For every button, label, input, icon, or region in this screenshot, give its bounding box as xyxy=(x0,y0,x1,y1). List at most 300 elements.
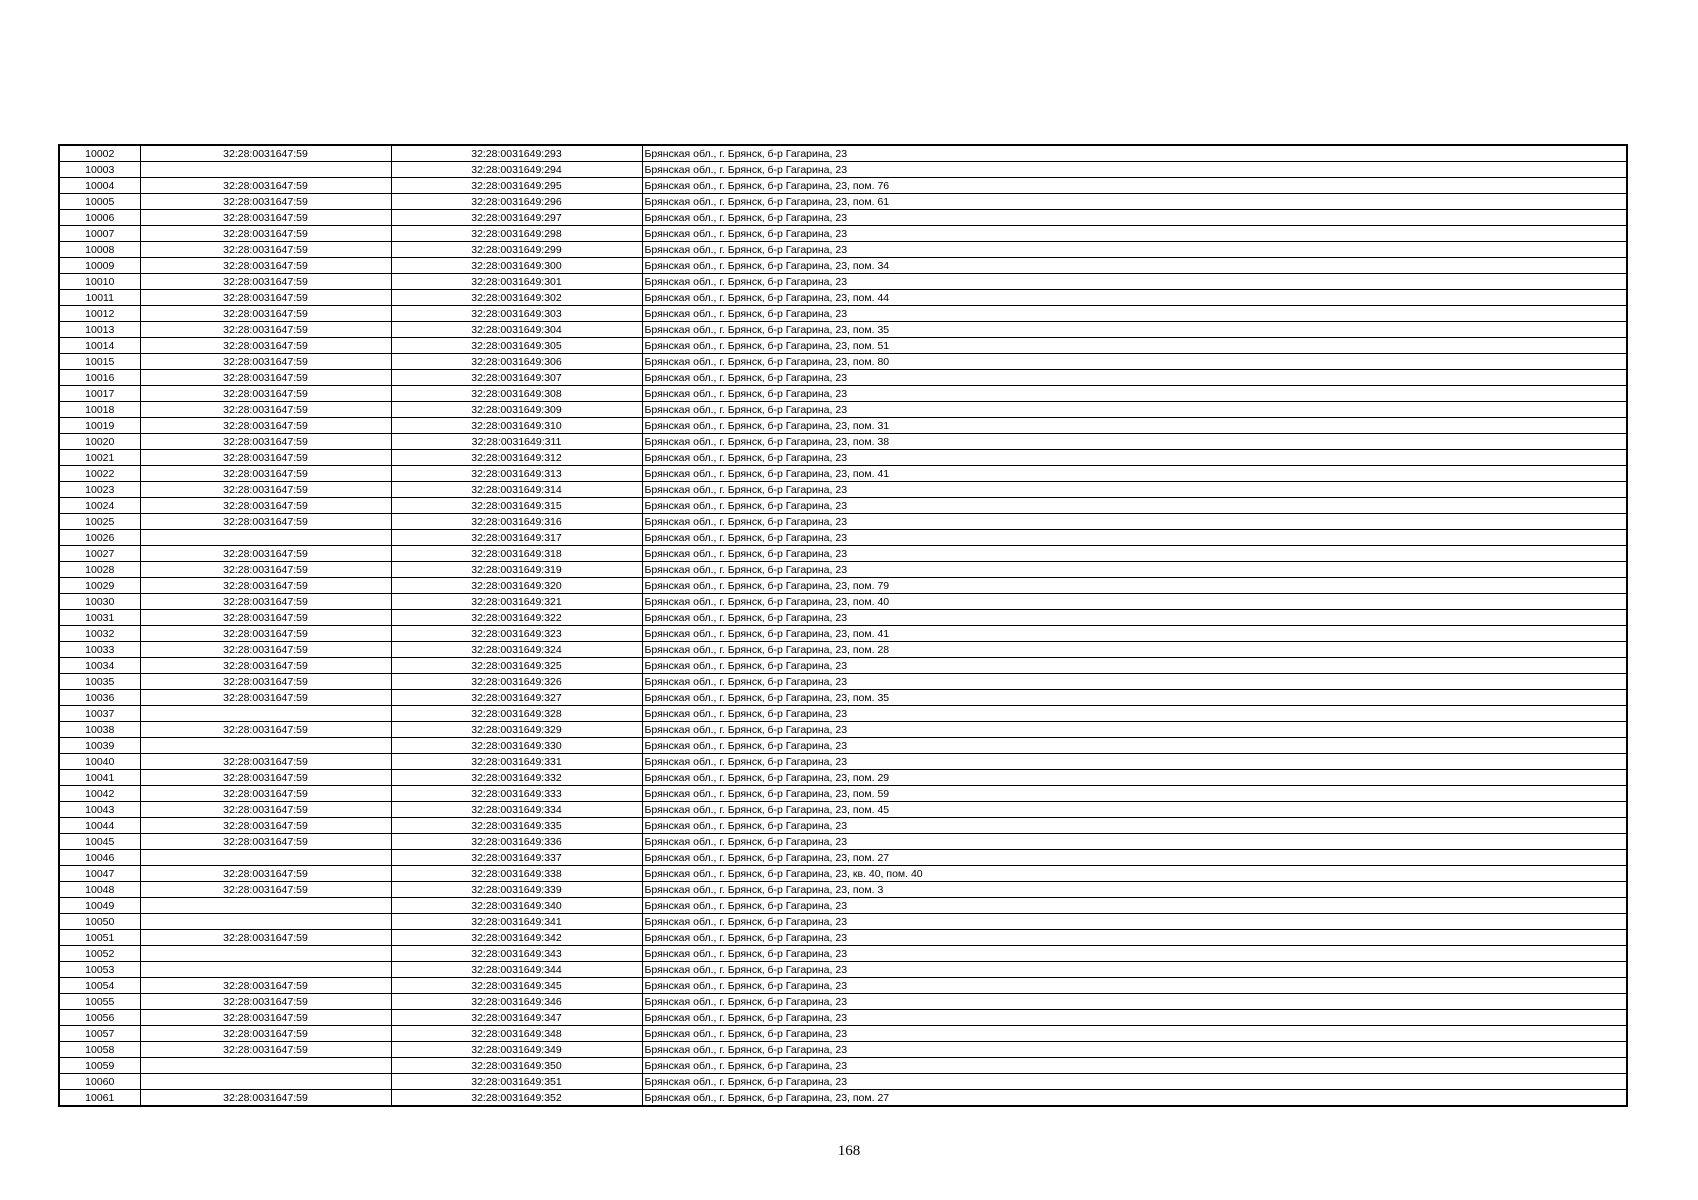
parent-cadastral-number-cell: 32:28:0031647:59 xyxy=(140,978,391,994)
cadastral-number-cell: 32:28:0031649:314 xyxy=(391,482,642,498)
cadastral-number-cell: 32:28:0031649:309 xyxy=(391,402,642,418)
cadastral-number-cell: 32:28:0031649:334 xyxy=(391,802,642,818)
parent-cadastral-number-cell: 32:28:0031647:59 xyxy=(140,370,391,386)
address-cell: Брянская обл., г. Брянск, б-р Гагарина, 23 xyxy=(642,898,1627,914)
parent-cadastral-number-cell xyxy=(140,850,391,866)
cadastral-number-cell: 32:28:0031649:323 xyxy=(391,626,642,642)
parent-cadastral-number-cell: 32:28:0031647:59 xyxy=(140,562,391,578)
cadastral-number-cell: 32:28:0031649:351 xyxy=(391,1074,642,1090)
cadastral-number-cell: 32:28:0031649:302 xyxy=(391,290,642,306)
parent-cadastral-number-cell: 32:28:0031647:59 xyxy=(140,145,391,162)
cadastral-number-cell: 32:28:0031649:315 xyxy=(391,498,642,514)
cadastral-number-cell: 32:28:0031649:308 xyxy=(391,386,642,402)
parent-cadastral-number-cell: 32:28:0031647:59 xyxy=(140,834,391,850)
cadastral-number-cell: 32:28:0031649:326 xyxy=(391,674,642,690)
row-number-cell: 10057 xyxy=(59,1026,140,1042)
parent-cadastral-number-cell xyxy=(140,914,391,930)
address-cell: Брянская обл., г. Брянск, б-р Гагарина, 23, пом. 40 xyxy=(642,594,1627,610)
parent-cadastral-number-cell: 32:28:0031647:59 xyxy=(140,786,391,802)
address-cell: Брянская обл., г. Брянск, б-р Гагарина, 23 xyxy=(642,386,1627,402)
address-cell: Брянская обл., г. Брянск, б-р Гагарина, 23, пом. 38 xyxy=(642,434,1627,450)
cadastral-number-cell: 32:28:0031649:344 xyxy=(391,962,642,978)
address-cell: Брянская обл., г. Брянск, б-р Гагарина, 23, пом. 59 xyxy=(642,786,1627,802)
parent-cadastral-number-cell: 32:28:0031647:59 xyxy=(140,322,391,338)
address-cell: Брянская обл., г. Брянск, б-р Гагарина, 23 xyxy=(642,722,1627,738)
table-row xyxy=(59,610,1627,626)
table-row xyxy=(59,962,1627,978)
cadastral-number-cell: 32:28:0031649:347 xyxy=(391,1010,642,1026)
row-number-cell: 10030 xyxy=(59,594,140,610)
address-cell: Брянская обл., г. Брянск, б-р Гагарина, 23, пом. 29 xyxy=(642,770,1627,786)
table-row xyxy=(59,834,1627,850)
parent-cadastral-number-cell xyxy=(140,530,391,546)
address-cell: Брянская обл., г. Брянск, б-р Гагарина, 23 xyxy=(642,946,1627,962)
row-number-cell: 10003 xyxy=(59,162,140,178)
row-number-cell: 10046 xyxy=(59,850,140,866)
table-row xyxy=(59,450,1627,466)
cadastral-number-cell: 32:28:0031649:295 xyxy=(391,178,642,194)
parent-cadastral-number-cell: 32:28:0031647:59 xyxy=(140,1042,391,1058)
parent-cadastral-number-cell: 32:28:0031647:59 xyxy=(140,194,391,210)
table-row xyxy=(59,1026,1627,1042)
address-cell: Брянская обл., г. Брянск, б-р Гагарина, 23, пом. 34 xyxy=(642,258,1627,274)
cadastral-number-cell: 32:28:0031649:316 xyxy=(391,514,642,530)
row-number-cell: 10004 xyxy=(59,178,140,194)
table-row xyxy=(59,754,1627,770)
parent-cadastral-number-cell: 32:28:0031647:59 xyxy=(140,338,391,354)
cadastral-number-cell: 32:28:0031649:301 xyxy=(391,274,642,290)
address-cell: Брянская обл., г. Брянск, б-р Гагарина, 23, пом. 31 xyxy=(642,418,1627,434)
parent-cadastral-number-cell: 32:28:0031647:59 xyxy=(140,930,391,946)
parent-cadastral-number-cell: 32:28:0031647:59 xyxy=(140,226,391,242)
parent-cadastral-number-cell: 32:28:0031647:59 xyxy=(140,306,391,322)
table-row xyxy=(59,722,1627,738)
parent-cadastral-number-cell xyxy=(140,898,391,914)
row-number-cell: 10024 xyxy=(59,498,140,514)
address-cell: Брянская обл., г. Брянск, б-р Гагарина, 23, пом. 44 xyxy=(642,290,1627,306)
row-number-cell: 10029 xyxy=(59,578,140,594)
table-row xyxy=(59,946,1627,962)
cadastral-number-cell: 32:28:0031649:340 xyxy=(391,898,642,914)
table-row xyxy=(59,546,1627,562)
cadastral-number-cell: 32:28:0031649:321 xyxy=(391,594,642,610)
row-number-cell: 10031 xyxy=(59,610,140,626)
parent-cadastral-number-cell: 32:28:0031647:59 xyxy=(140,722,391,738)
cadastral-number-cell: 32:28:0031649:298 xyxy=(391,226,642,242)
cadastral-number-cell: 32:28:0031649:338 xyxy=(391,866,642,882)
row-number-cell: 10053 xyxy=(59,962,140,978)
address-cell: Брянская обл., г. Брянск, б-р Гагарина, 23 xyxy=(642,498,1627,514)
row-number-cell: 10007 xyxy=(59,226,140,242)
page-number: 168 xyxy=(837,1143,861,1159)
row-number-cell: 10033 xyxy=(59,642,140,658)
parent-cadastral-number-cell xyxy=(140,1074,391,1090)
table-row xyxy=(59,145,1627,162)
address-cell: Брянская обл., г. Брянск, б-р Гагарина, 23 xyxy=(642,994,1627,1010)
row-number-cell: 10013 xyxy=(59,322,140,338)
table-row xyxy=(59,194,1627,210)
cadastral-number-cell: 32:28:0031649:307 xyxy=(391,370,642,386)
table-row xyxy=(59,674,1627,690)
cadastral-number-cell: 32:28:0031649:343 xyxy=(391,946,642,962)
cadastral-number-cell: 32:28:0031649:352 xyxy=(391,1090,642,1107)
cadastral-number-cell: 32:28:0031649:330 xyxy=(391,738,642,754)
cadastral-number-cell: 32:28:0031649:328 xyxy=(391,706,642,722)
address-cell: Брянская обл., г. Брянск, б-р Гагарина, 23 xyxy=(642,834,1627,850)
address-cell: Брянская обл., г. Брянск, б-р Гагарина, 23, пом. 51 xyxy=(642,338,1627,354)
cadastral-number-cell: 32:28:0031649:303 xyxy=(391,306,642,322)
address-cell: Брянская обл., г. Брянск, б-р Гагарина, 23 xyxy=(642,610,1627,626)
row-number-cell: 10015 xyxy=(59,354,140,370)
cadastral-number-cell: 32:28:0031649:348 xyxy=(391,1026,642,1042)
address-cell: Брянская обл., г. Брянск, б-р Гагарина, 23 xyxy=(642,1058,1627,1074)
table-row xyxy=(59,642,1627,658)
table-row xyxy=(59,514,1627,530)
address-cell: Брянская обл., г. Брянск, б-р Гагарина, 23 xyxy=(642,546,1627,562)
table-row xyxy=(59,994,1627,1010)
cadastral-number-cell: 32:28:0031649:332 xyxy=(391,770,642,786)
table-row xyxy=(59,466,1627,482)
address-cell: Брянская обл., г. Брянск, б-р Гагарина, 23, пом. 80 xyxy=(642,354,1627,370)
cadastral-number-cell: 32:28:0031649:306 xyxy=(391,354,642,370)
cadastral-number-cell: 32:28:0031649:297 xyxy=(391,210,642,226)
table-row xyxy=(59,594,1627,610)
parent-cadastral-number-cell: 32:28:0031647:59 xyxy=(140,690,391,706)
table-row xyxy=(59,770,1627,786)
parent-cadastral-number-cell: 32:28:0031647:59 xyxy=(140,450,391,466)
row-number-cell: 10026 xyxy=(59,530,140,546)
address-cell: Брянская обл., г. Брянск, б-р Гагарина, 23 xyxy=(642,914,1627,930)
cadastral-number-cell: 32:28:0031649:350 xyxy=(391,1058,642,1074)
cadastral-number-cell: 32:28:0031649:322 xyxy=(391,610,642,626)
address-cell: Брянская обл., г. Брянск, б-р Гагарина, 23, пом. 79 xyxy=(642,578,1627,594)
cadastral-number-cell: 32:28:0031649:299 xyxy=(391,242,642,258)
table-row xyxy=(59,802,1627,818)
address-cell: Брянская обл., г. Брянск, б-р Гагарина, 23, пом. 35 xyxy=(642,322,1627,338)
table-row xyxy=(59,850,1627,866)
table-row xyxy=(59,1090,1627,1107)
table-row xyxy=(59,658,1627,674)
row-number-cell: 10012 xyxy=(59,306,140,322)
parent-cadastral-number-cell: 32:28:0031647:59 xyxy=(140,258,391,274)
address-cell: Брянская обл., г. Брянск, б-р Гагарина, 23 xyxy=(642,978,1627,994)
table-row xyxy=(59,210,1627,226)
table-row xyxy=(59,978,1627,994)
table-row xyxy=(59,162,1627,178)
cadastral-number-cell: 32:28:0031649:293 xyxy=(391,145,642,162)
address-cell: Брянская обл., г. Брянск, б-р Гагарина, 23, пом. 28 xyxy=(642,642,1627,658)
table-row xyxy=(59,370,1627,386)
row-number-cell: 10047 xyxy=(59,866,140,882)
table-row xyxy=(59,1042,1627,1058)
cadastral-number-cell: 32:28:0031649:336 xyxy=(391,834,642,850)
cadastral-number-cell: 32:28:0031649:324 xyxy=(391,642,642,658)
table-row xyxy=(59,578,1627,594)
row-number-cell: 10006 xyxy=(59,210,140,226)
row-number-cell: 10016 xyxy=(59,370,140,386)
address-cell: Брянская обл., г. Брянск, б-р Гагарина, 23 xyxy=(642,370,1627,386)
row-number-cell: 10035 xyxy=(59,674,140,690)
row-number-cell: 10056 xyxy=(59,1010,140,1026)
address-cell: Брянская обл., г. Брянск, б-р Гагарина, 23, пом. 61 xyxy=(642,194,1627,210)
table-row xyxy=(59,818,1627,834)
address-cell: Брянская обл., г. Брянск, б-р Гагарина, 23 xyxy=(642,1042,1627,1058)
parent-cadastral-number-cell: 32:28:0031647:59 xyxy=(140,818,391,834)
row-number-cell: 10025 xyxy=(59,514,140,530)
cadastral-number-cell: 32:28:0031649:320 xyxy=(391,578,642,594)
address-cell: Брянская обл., г. Брянск, б-р Гагарина, 23 xyxy=(642,1026,1627,1042)
row-number-cell: 10027 xyxy=(59,546,140,562)
cadastral-number-cell: 32:28:0031649:313 xyxy=(391,466,642,482)
table-row xyxy=(59,1074,1627,1090)
parent-cadastral-number-cell: 32:28:0031647:59 xyxy=(140,354,391,370)
table-row xyxy=(59,738,1627,754)
table-row xyxy=(59,274,1627,290)
table-row xyxy=(59,434,1627,450)
row-number-cell: 10032 xyxy=(59,626,140,642)
row-number-cell: 10060 xyxy=(59,1074,140,1090)
row-number-cell: 10020 xyxy=(59,434,140,450)
address-cell: Брянская обл., г. Брянск, б-р Гагарина, 23, пом. 27 xyxy=(642,850,1627,866)
row-number-cell: 10009 xyxy=(59,258,140,274)
address-cell: Брянская обл., г. Брянск, б-р Гагарина, 23 xyxy=(642,930,1627,946)
cadastral-number-cell: 32:28:0031649:319 xyxy=(391,562,642,578)
parent-cadastral-number-cell xyxy=(140,706,391,722)
address-cell: Брянская обл., г. Брянск, б-р Гагарина, 23 xyxy=(642,226,1627,242)
address-cell: Брянская обл., г. Брянск, б-р Гагарина, 23 xyxy=(642,450,1627,466)
row-number-cell: 10043 xyxy=(59,802,140,818)
parent-cadastral-number-cell: 32:28:0031647:59 xyxy=(140,274,391,290)
parent-cadastral-number-cell: 32:28:0031647:59 xyxy=(140,1010,391,1026)
address-cell: Брянская обл., г. Брянск, б-р Гагарина, 23 xyxy=(642,754,1627,770)
row-number-cell: 10021 xyxy=(59,450,140,466)
address-cell: Брянская обл., г. Брянск, б-р Гагарина, 23, пом. 76 xyxy=(642,178,1627,194)
parent-cadastral-number-cell xyxy=(140,162,391,178)
row-number-cell: 10052 xyxy=(59,946,140,962)
row-number-cell: 10042 xyxy=(59,786,140,802)
table-row xyxy=(59,498,1627,514)
parent-cadastral-number-cell xyxy=(140,962,391,978)
row-number-cell: 10014 xyxy=(59,338,140,354)
table-row xyxy=(59,306,1627,322)
address-cell: Брянская обл., г. Брянск, б-р Гагарина, 23 xyxy=(642,210,1627,226)
address-cell: Брянская обл., г. Брянск, б-р Гагарина, 23 xyxy=(642,562,1627,578)
cadastral-number-cell: 32:28:0031649:331 xyxy=(391,754,642,770)
row-number-cell: 10041 xyxy=(59,770,140,786)
table-row xyxy=(59,866,1627,882)
row-number-cell: 10036 xyxy=(59,690,140,706)
row-number-cell: 10054 xyxy=(59,978,140,994)
parent-cadastral-number-cell: 32:28:0031647:59 xyxy=(140,466,391,482)
parent-cadastral-number-cell: 32:28:0031647:59 xyxy=(140,402,391,418)
table-row xyxy=(59,882,1627,898)
parent-cadastral-number-cell: 32:28:0031647:59 xyxy=(140,882,391,898)
address-cell: Брянская обл., г. Брянск, б-р Гагарина, 23, пом. 27 xyxy=(642,1090,1627,1107)
parent-cadastral-number-cell: 32:28:0031647:59 xyxy=(140,866,391,882)
parent-cadastral-number-cell: 32:28:0031647:59 xyxy=(140,482,391,498)
parent-cadastral-number-cell: 32:28:0031647:59 xyxy=(140,658,391,674)
table-row xyxy=(59,1010,1627,1026)
row-number-cell: 10059 xyxy=(59,1058,140,1074)
table-row xyxy=(59,914,1627,930)
table-row xyxy=(59,338,1627,354)
table-row xyxy=(59,226,1627,242)
cadastral-number-cell: 32:28:0031649:312 xyxy=(391,450,642,466)
address-cell: Брянская обл., г. Брянск, б-р Гагарина, 23, пом. 3 xyxy=(642,882,1627,898)
cadastral-number-cell: 32:28:0031649:329 xyxy=(391,722,642,738)
parent-cadastral-number-cell: 32:28:0031647:59 xyxy=(140,290,391,306)
parent-cadastral-number-cell: 32:28:0031647:59 xyxy=(140,386,391,402)
table-row xyxy=(59,178,1627,194)
address-cell: Брянская обл., г. Брянск, б-р Гагарина, 23 xyxy=(642,145,1627,162)
row-number-cell: 10022 xyxy=(59,466,140,482)
cadastral-number-cell: 32:28:0031649:296 xyxy=(391,194,642,210)
address-cell: Брянская обл., г. Брянск, б-р Гагарина, 23 xyxy=(642,962,1627,978)
table-row xyxy=(59,930,1627,946)
row-number-cell: 10050 xyxy=(59,914,140,930)
parent-cadastral-number-cell: 32:28:0031647:59 xyxy=(140,242,391,258)
address-cell: Брянская обл., г. Брянск, б-р Гагарина, 23, пом. 45 xyxy=(642,802,1627,818)
address-cell: Брянская обл., г. Брянск, б-р Гагарина, 23 xyxy=(642,306,1627,322)
row-number-cell: 10061 xyxy=(59,1090,140,1107)
cadastral-number-cell: 32:28:0031649:339 xyxy=(391,882,642,898)
row-number-cell: 10017 xyxy=(59,386,140,402)
cadastral-number-cell: 32:28:0031649:311 xyxy=(391,434,642,450)
address-cell: Брянская обл., г. Брянск, б-р Гагарина, 23 xyxy=(642,706,1627,722)
parent-cadastral-number-cell: 32:28:0031647:59 xyxy=(140,210,391,226)
table-row xyxy=(59,530,1627,546)
registry-table xyxy=(58,144,1628,1107)
parent-cadastral-number-cell: 32:28:0031647:59 xyxy=(140,770,391,786)
cadastral-number-cell: 32:28:0031649:327 xyxy=(391,690,642,706)
table-row xyxy=(59,898,1627,914)
table-row xyxy=(59,418,1627,434)
parent-cadastral-number-cell: 32:28:0031647:59 xyxy=(140,610,391,626)
address-cell: Брянская обл., г. Брянск, б-р Гагарина, 23 xyxy=(642,242,1627,258)
parent-cadastral-number-cell: 32:28:0031647:59 xyxy=(140,754,391,770)
cadastral-number-cell: 32:28:0031649:294 xyxy=(391,162,642,178)
row-number-cell: 10005 xyxy=(59,194,140,210)
row-number-cell: 10037 xyxy=(59,706,140,722)
parent-cadastral-number-cell: 32:28:0031647:59 xyxy=(140,418,391,434)
cadastral-number-cell: 32:28:0031649:304 xyxy=(391,322,642,338)
table-row xyxy=(59,690,1627,706)
row-number-cell: 10002 xyxy=(59,145,140,162)
table-row xyxy=(59,1058,1627,1074)
cadastral-number-cell: 32:28:0031649:305 xyxy=(391,338,642,354)
parent-cadastral-number-cell: 32:28:0031647:59 xyxy=(140,802,391,818)
cadastral-number-cell: 32:28:0031649:346 xyxy=(391,994,642,1010)
cadastral-number-cell: 32:28:0031649:337 xyxy=(391,850,642,866)
parent-cadastral-number-cell: 32:28:0031647:59 xyxy=(140,1026,391,1042)
address-cell: Брянская обл., г. Брянск, б-р Гагарина, 23, пом. 35 xyxy=(642,690,1627,706)
address-cell: Брянская обл., г. Брянск, б-р Гагарина, 23 xyxy=(642,162,1627,178)
parent-cadastral-number-cell xyxy=(140,1058,391,1074)
registry-table-body xyxy=(59,145,1627,1106)
parent-cadastral-number-cell xyxy=(140,946,391,962)
parent-cadastral-number-cell: 32:28:0031647:59 xyxy=(140,626,391,642)
table-row xyxy=(59,386,1627,402)
parent-cadastral-number-cell: 32:28:0031647:59 xyxy=(140,178,391,194)
parent-cadastral-number-cell: 32:28:0031647:59 xyxy=(140,994,391,1010)
address-cell: Брянская обл., г. Брянск, б-р Гагарина, 23 xyxy=(642,514,1627,530)
parent-cadastral-number-cell: 32:28:0031647:59 xyxy=(140,578,391,594)
address-cell: Брянская обл., г. Брянск, б-р Гагарина, 23 xyxy=(642,1074,1627,1090)
cadastral-number-cell: 32:28:0031649:317 xyxy=(391,530,642,546)
table-row xyxy=(59,290,1627,306)
row-number-cell: 10010 xyxy=(59,274,140,290)
parent-cadastral-number-cell: 32:28:0031647:59 xyxy=(140,434,391,450)
address-cell: Брянская обл., г. Брянск, б-р Гагарина, 23 xyxy=(642,738,1627,754)
table-row xyxy=(59,322,1627,338)
row-number-cell: 10008 xyxy=(59,242,140,258)
table-row xyxy=(59,354,1627,370)
address-cell: Брянская обл., г. Брянск, б-р Гагарина, 23 xyxy=(642,402,1627,418)
cadastral-number-cell: 32:28:0031649:335 xyxy=(391,818,642,834)
table-row xyxy=(59,402,1627,418)
parent-cadastral-number-cell: 32:28:0031647:59 xyxy=(140,1090,391,1107)
row-number-cell: 10018 xyxy=(59,402,140,418)
table-row xyxy=(59,786,1627,802)
address-cell: Брянская обл., г. Брянск, б-р Гагарина, 23 xyxy=(642,818,1627,834)
cadastral-number-cell: 32:28:0031649:318 xyxy=(391,546,642,562)
table-row xyxy=(59,562,1627,578)
address-cell: Брянская обл., г. Брянск, б-р Гагарина, 23 xyxy=(642,530,1627,546)
address-cell: Брянская обл., г. Брянск, б-р Гагарина, 23, пом. 41 xyxy=(642,626,1627,642)
row-number-cell: 10051 xyxy=(59,930,140,946)
row-number-cell: 10038 xyxy=(59,722,140,738)
parent-cadastral-number-cell: 32:28:0031647:59 xyxy=(140,498,391,514)
row-number-cell: 10048 xyxy=(59,882,140,898)
row-number-cell: 10011 xyxy=(59,290,140,306)
table-row xyxy=(59,626,1627,642)
row-number-cell: 10058 xyxy=(59,1042,140,1058)
parent-cadastral-number-cell: 32:28:0031647:59 xyxy=(140,674,391,690)
row-number-cell: 10019 xyxy=(59,418,140,434)
address-cell: Брянская обл., г. Брянск, б-р Гагарина, 23 xyxy=(642,658,1627,674)
row-number-cell: 10028 xyxy=(59,562,140,578)
parent-cadastral-number-cell xyxy=(140,738,391,754)
parent-cadastral-number-cell: 32:28:0031647:59 xyxy=(140,642,391,658)
cadastral-number-cell: 32:28:0031649:300 xyxy=(391,258,642,274)
parent-cadastral-number-cell: 32:28:0031647:59 xyxy=(140,594,391,610)
address-cell: Брянская обл., г. Брянск, б-р Гагарина, 23, пом. 41 xyxy=(642,466,1627,482)
address-cell: Брянская обл., г. Брянск, б-р Гагарина, 23 xyxy=(642,674,1627,690)
address-cell: Брянская обл., г. Брянск, б-р Гагарина, 23 xyxy=(642,274,1627,290)
row-number-cell: 10040 xyxy=(59,754,140,770)
cadastral-number-cell: 32:28:0031649:345 xyxy=(391,978,642,994)
address-cell: Брянская обл., г. Брянск, б-р Гагарина, 23, кв. 40, пом. 40 xyxy=(642,866,1627,882)
row-number-cell: 10055 xyxy=(59,994,140,1010)
table-row xyxy=(59,258,1627,274)
table-row xyxy=(59,482,1627,498)
cadastral-number-cell: 32:28:0031649:333 xyxy=(391,786,642,802)
parent-cadastral-number-cell: 32:28:0031647:59 xyxy=(140,514,391,530)
cadastral-number-cell: 32:28:0031649:349 xyxy=(391,1042,642,1058)
address-cell: Брянская обл., г. Брянск, б-р Гагарина, 23 xyxy=(642,1010,1627,1026)
row-number-cell: 10049 xyxy=(59,898,140,914)
table-row xyxy=(59,242,1627,258)
row-number-cell: 10023 xyxy=(59,482,140,498)
cadastral-number-cell: 32:28:0031649:341 xyxy=(391,914,642,930)
row-number-cell: 10044 xyxy=(59,818,140,834)
row-number-cell: 10039 xyxy=(59,738,140,754)
cadastral-number-cell: 32:28:0031649:310 xyxy=(391,418,642,434)
row-number-cell: 10045 xyxy=(59,834,140,850)
parent-cadastral-number-cell: 32:28:0031647:59 xyxy=(140,546,391,562)
address-cell: Брянская обл., г. Брянск, б-р Гагарина, 23 xyxy=(642,482,1627,498)
cadastral-number-cell: 32:28:0031649:325 xyxy=(391,658,642,674)
